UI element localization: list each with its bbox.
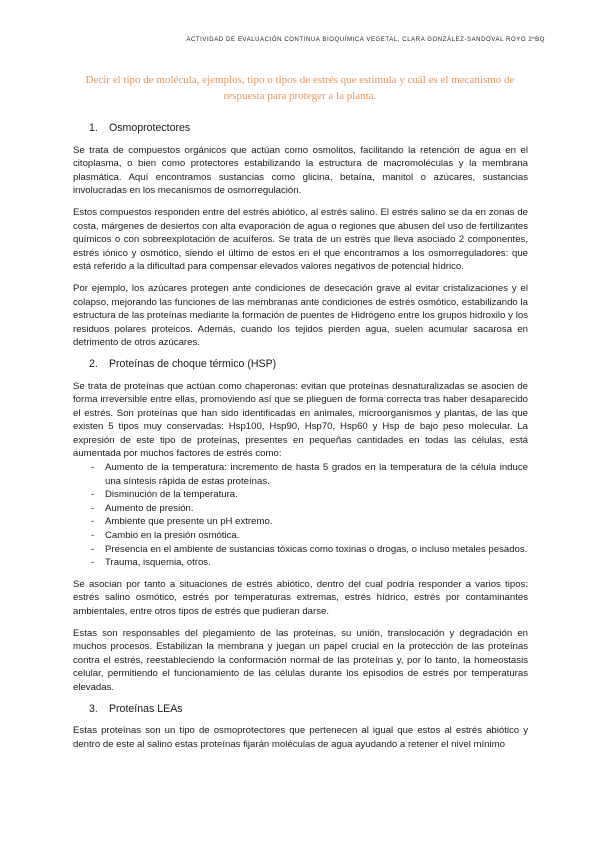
- document-body: [73, 122, 528, 759]
- section-title: Osmoprotectores: [108, 122, 191, 134]
- section-heading-leas: [89, 703, 528, 717]
- list-item: - Trauma, isquemia, otros.: [73, 556, 528, 570]
- section-heading-hsp: [89, 358, 528, 372]
- paragraph: Estos compuestos responden entre del estrés abiótico, al estrés salino. El estrés salino se da en zonas de costa, márgenes de desiertos con alta evaporación de agua o regiones que abusen del uso de fertilizantes químicos o con sobreexplotación de acuíferos. Se trata de un estrés que lleva asociado 2 componentes, estrés iónico y osmótico, siendo el último de estos en el que encontramos a los osmorreguladores: que está referido a la dificultad para compensar elevados valores negativos de potencial hídrico.: [73, 206, 528, 273]
- paragraph: Estas son responsables del plegamiento de las proteínas, su unión, translocación y degradación en muchos procesos. Estabilizan la membrana y juegan un papel crucial en la protección de las proteínas contra el estrés, reestableciendo la conformación normal de las proteínas y, por lo tanto, la homeostasis celular, permitiendo el funcionamiento de las células durante los episodios de estrés por temperaturas elevadas.: [73, 627, 528, 693]
- list-item: - Cambio en la presión osmótica.: [73, 529, 528, 543]
- assignment-prompt: Decir el tipo de molécula, ejemplos, tipo o tipos de estrés que estimula y cuál es el mecanismo de respuesta para proteger a la planta.: [85, 74, 515, 102]
- section-number: 3.: [89, 702, 98, 715]
- paragraph: Se trata de proteínas que actúan como chaperonas: evitan que proteínas desnaturalizadas se asocien de forma irreversible entre ellas, promoviendo así que se plieguen de forma correcta tras haber desaparecido el estrés. Son proteínas que han sido identificadas en animales, microorganismos y plantas, de las que existen 5 tipos muy conservadas: Hsp100, Hsp90, Hsp70, Hsp60 y Hsp de bajo peso molecular. La expresión de este tipo de proteínas, presentes en pequeñas cantidades en todas las células, está aumentada por muchos factores de estrés como:: [73, 380, 528, 460]
- paragraph: Estas proteínas son un tipo de osmoprotectores que pertenecen al igual que estos al estrés abiótico y dentro de este al salino estas proteínas fijarán moléculas de agua ayudando a retener el nivel mínimo: [73, 725, 528, 750]
- list-item: - Presencia en el ambiente de sustancias tóxicas como toxinas o drogas, o incluso metales pesados.: [73, 543, 528, 557]
- section-heading-osmoprotectores: [89, 122, 528, 136]
- section-number: 2.: [89, 357, 98, 370]
- list-item: - Ambiente que presente un pH extremo.: [73, 515, 528, 529]
- paragraph: Se asocian por tanto a situaciones de estrés abiótico, dentro del cual podría responder a varios tipos: estrés salino osmótico, estrés por temperaturas extremas, estrés hídrico, estrés por contaminantes ambientales, entre otros tipos de estrés que pudieran darse.: [73, 578, 528, 617]
- stress-factor-list: [73, 461, 528, 570]
- list-item: - Aumento de la temperatura: incremento de hasta 5 grados en la temperatura de la célula induce una síntesis rápida de estas proteínas.: [73, 461, 528, 488]
- paragraph: Se trata de compuestos orgánicos que actúan como osmolitos, facilitando la retención de agua en el citoplasma, o bien como protectores estabilizando la estructura de macromoléculas y la membrana plasmática. Aquí encontramos sustancias como glicina, betaína, manitol o azúcares, sustancias involucradas en los mecanismos de osmorregulación.: [73, 144, 528, 197]
- section-number: 1.: [89, 122, 98, 134]
- section-title: Proteínas de choque térmico (HSP): [108, 357, 277, 370]
- paragraph: Por ejemplo, los azúcares protegen ante condiciones de desecación grave al evitar cristalizaciones y el colapso, mejorando las funciones de las membranas ante condiciones de estrés osmótico, estabilizando la estructura de las proteínas mediante la formación de puentes de Hidrógeno entre los grupos hidroxilo y los residuos polares proteicos. Además, cuando los tejidos pierden agua, suelen acumular sacarosa en detrimento de otros azúcares.: [73, 282, 528, 349]
- page-header: ACTIVIDAD DE EVALUACIÓN CONTINUA BIOQUÍMICA VEGETAL, CLARA GONZÁLEZ-SANDOVAL ROYO 2ºBQ: [186, 37, 545, 43]
- list-item: - Aumento de presión.: [73, 502, 528, 516]
- list-item: - Disminución de la temperatura.: [73, 488, 528, 502]
- section-title: Proteínas LEAs: [108, 702, 183, 715]
